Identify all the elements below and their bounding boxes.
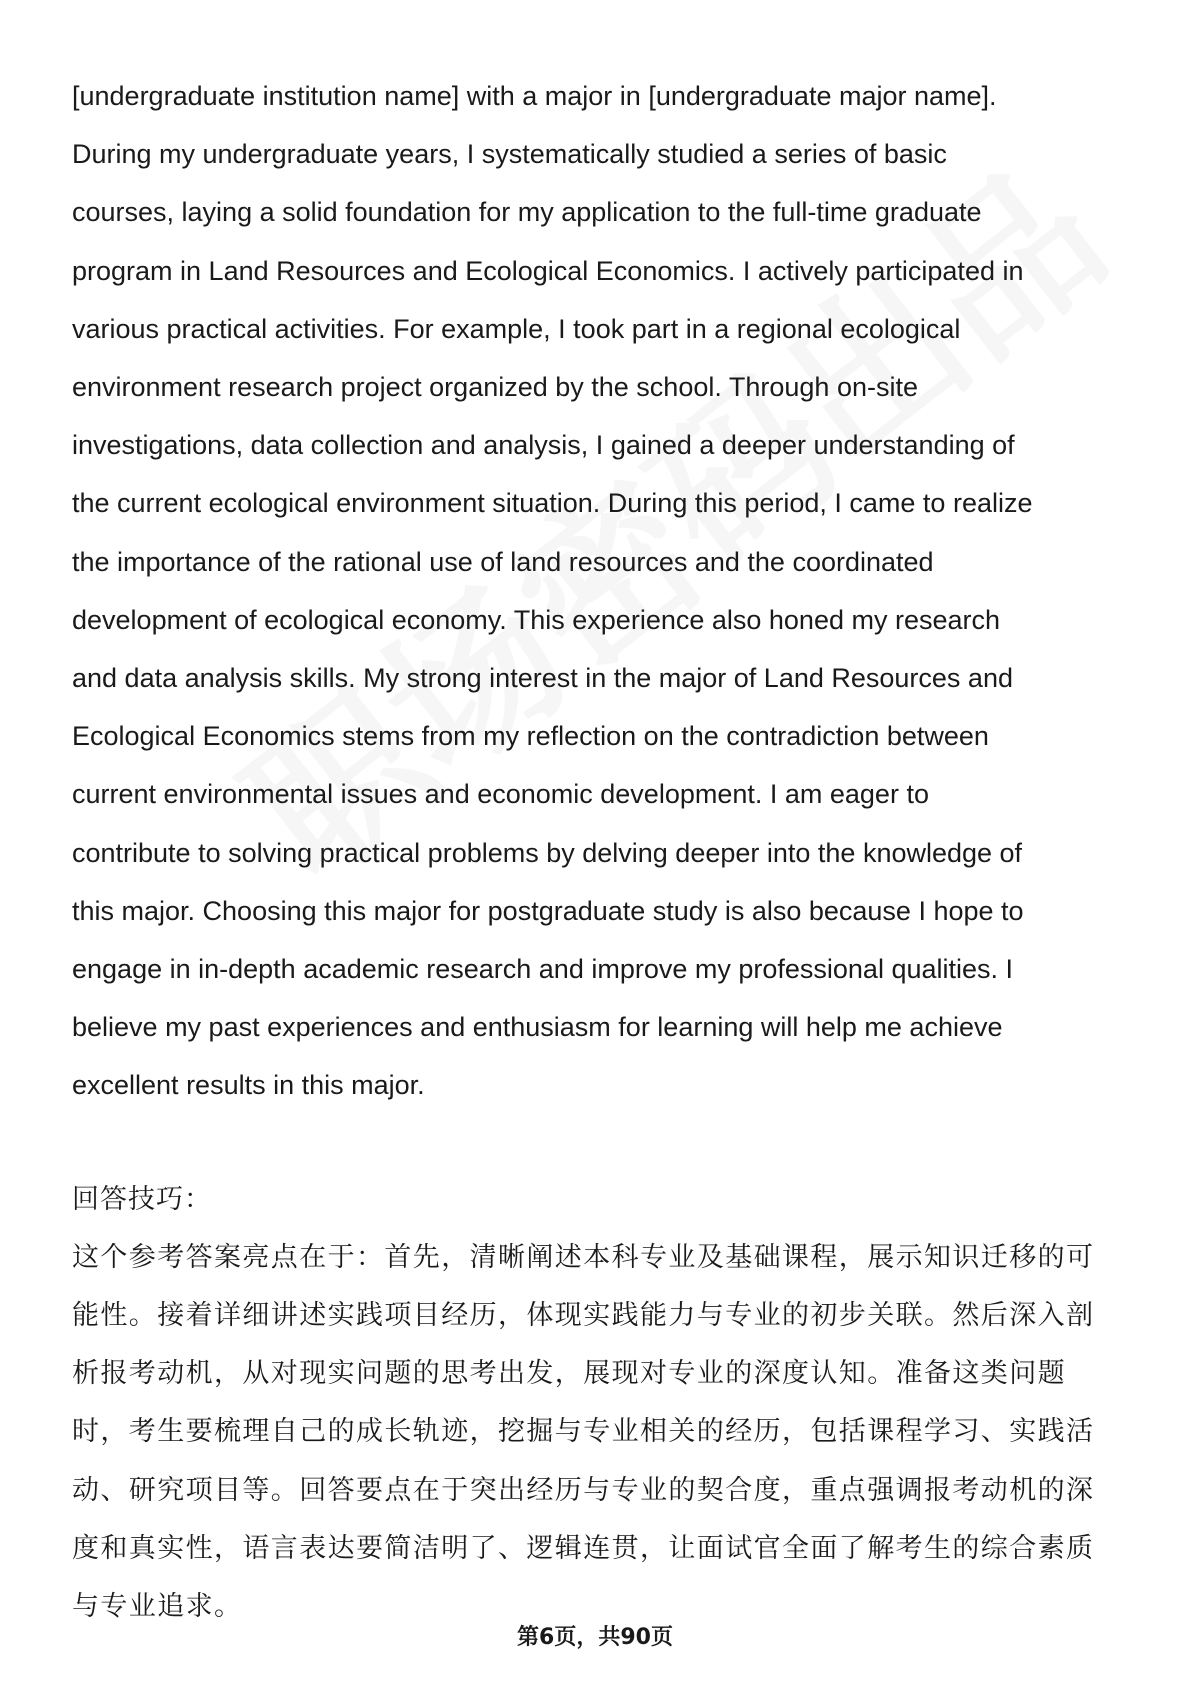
tips-line: 动、研究项目等。回答要点在于突出经历与专业的契合度，重点强调报考动机的深 (72, 1474, 1095, 1506)
answer-line: believe my past experiences and enthusiasm for learning will help me achieve (72, 1012, 1003, 1043)
page-number-footer: 第6页，共90页 (517, 1625, 673, 1650)
tips-line: 能性。接着详细讲述实践项目经历，体现实践能力与专业的初步关联。然后深入剖 (72, 1300, 1095, 1332)
tips-line: 析报考动机，从对现实问题的思考出发，展现对专业的深度认知。准备这类问题 (72, 1358, 1066, 1390)
answer-line: the current ecological environment situation. During this period, I came to realize (72, 488, 1033, 519)
answer-paragraph (72, 67, 1128, 1115)
tips-line: 度和真实性，语言表达要简洁明了、逻辑连贯，让面试官全面了解考生的综合素质 (72, 1532, 1095, 1564)
answer-line: [undergraduate institution name] with a major in [undergraduate major name]. (72, 81, 997, 111)
answer-line: various practical activities. For example, I took part in a regional ecological (72, 313, 961, 344)
answer-line: contribute to solving practical problems by delving deeper into the knowledge of (72, 837, 1023, 868)
tips-line: 这个参考答案亮点在于：首先，清晰阐述本科专业及基础课程，展示知识迁移的可 (72, 1241, 1095, 1273)
tips-heading: 回答技巧： (72, 1183, 212, 1215)
answer-line: this major. Choosing this major for postgraduate study is also because I hope to (72, 895, 1024, 926)
answer-line: engage in in-depth academic research and improve my professional qualities. I (72, 954, 1014, 985)
page-content (72, 67, 1128, 1636)
answer-line: During my undergraduate years, I systematically studied a series of basic (72, 139, 947, 170)
answer-line: and data analysis skills. My strong interest in the major of Land Resources and (72, 663, 1013, 694)
answer-line: courses, laying a solid foundation for my application to the full-time graduate (72, 197, 982, 228)
answer-line: program in Land Resources and Ecological Economics. I actively participated in (72, 255, 1024, 286)
answer-line: excellent results in this major. (72, 1070, 425, 1101)
answer-line: the importance of the rational use of land resources and the coordinated (72, 546, 934, 577)
tips-line: 与专业追求。 (72, 1591, 243, 1623)
tips-paragraph (72, 1229, 1128, 1636)
answer-line: current environmental issues and economic development. I am eager to (72, 779, 929, 810)
answer-line: development of ecological economy. This experience also honed my research (72, 604, 1001, 635)
answer-line: investigations, data collection and analysis, I gained a deeper understanding of (72, 430, 1015, 461)
tips-line: 时，考生要梳理自己的成长轨迹，挖掘与专业相关的经历，包括课程学习、实践活 (72, 1416, 1095, 1448)
answer-line: environment research project organized by the school. Through on-site (72, 372, 918, 403)
answer-line: Ecological Economics stems from my reflection on the contradiction between (72, 721, 989, 752)
